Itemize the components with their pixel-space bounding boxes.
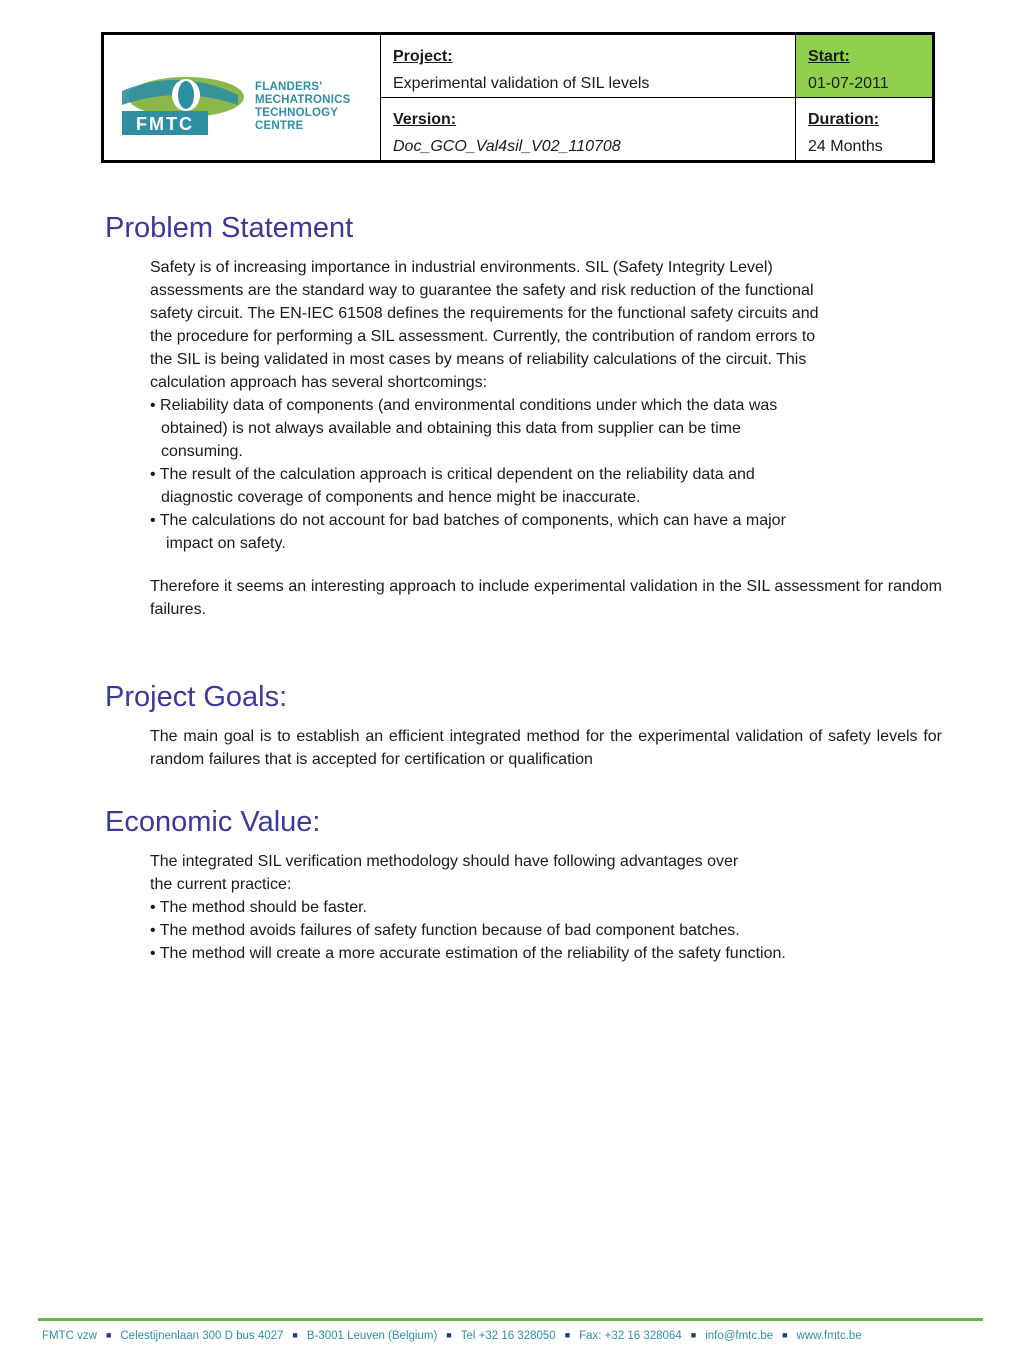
separator-icon: ■ [690,1330,697,1340]
footer-website-link[interactable]: www.fmtc.be [796,1330,862,1342]
fmtc-logo-icon [120,75,244,137]
logo-cell [104,35,381,160]
bullet-line: • The method will create a more accurate estimation of the reliability of the safety function. [150,945,786,962]
footer-rule [38,1318,983,1321]
separator-icon: ■ [564,1330,571,1340]
problem-statement-body [150,256,942,555]
footer-phone: Tel +32 16 328050 [460,1330,556,1342]
separator-icon: ■ [292,1330,298,1340]
text-line: the SIL is being validated in most cases by means of reliability calculations of the circuit. This [150,351,807,368]
text-line: assessments are the standard way to guarantee the safety and risk reduction of the functional [150,282,814,299]
footer-email-link[interactable]: info@fmtc.be [705,1330,774,1342]
logo-line: TECHNOLOGY [255,107,339,119]
economic-value-heading: Economic Value: [105,806,321,838]
bullet-line: • Reliability data of components (and environmental conditions under which the data was [150,397,778,414]
bullet-line: • The result of the calculation approach is critical dependent on the reliability data and [150,466,755,483]
start-cell [796,35,932,98]
text-line: Safety is of increasing importance in industrial environments. SIL (Safety Integrity Level) [150,259,773,276]
footer-address: Celestijnenlaan 300 D bus 4027 [120,1330,284,1342]
text-line: the current practice: [150,876,292,893]
footer-fax: Fax: +32 16 328064 [579,1330,682,1342]
separator-icon: ■ [446,1330,452,1340]
footer-contact [42,1330,862,1342]
separator-icon: ■ [782,1330,788,1340]
problem-conclusion: Therefore it seems an interesting approach to include experimental validation in the SIL assessment for random failures. [150,578,942,618]
text-line: calculation approach has several shortcomings: [150,374,488,391]
logo-line: CENTRE [255,120,304,132]
bullet-line: • The method should be faster. [150,899,367,916]
start-value: 01-07-2011 [808,75,889,92]
project-goals-body: The main goal is to establish an efficient integrated method for the experimental validation of safety levels for random failures that is accepted for certification or qualification [150,728,942,768]
problem-statement-heading: Problem Statement [105,212,354,244]
bullet-line: • The calculations do not account for bad batches of components, which can have a major [150,512,786,529]
duration-cell [796,98,932,160]
svg-text:FMTC: FMTC [136,114,194,134]
start-label: Start: [808,48,850,65]
version-label: Version: [393,111,457,128]
text-line: safety circuit. The EN-IEC 61508 defines the requirements for the functional safety circuits and [150,305,819,322]
logo-wordmark [255,81,350,133]
footer-org: FMTC vzw [42,1330,97,1342]
logo-line: MECHATRONICS [255,94,351,106]
bullet-continuation: obtained) is not always available and obtaining this data from supplier can be time [161,420,741,437]
header-table [101,32,935,163]
duration-label: Duration: [808,111,880,128]
footer-city: B-3001 Leuven (Belgium) [306,1330,438,1342]
project-cell [381,35,796,98]
separator-icon: ■ [105,1330,112,1340]
project-value: Experimental validation of SIL levels [393,75,650,92]
duration-value: 24 Months [808,138,883,155]
economic-value-body [150,850,942,965]
bullet-continuation: diagnostic coverage of components and hence might be inaccurate. [161,489,641,506]
version-cell [381,98,796,160]
bullet-continuation: impact on safety. [166,535,286,552]
logo-line: FLANDERS' [255,81,323,93]
text-line: the procedure for performing a SIL assessment. Currently, the contribution of random errors to [150,328,816,345]
version-value: Doc_GCO_Val4sil_V02_110708 [393,138,621,155]
project-goals-heading: Project Goals: [105,681,288,713]
bullet-continuation: consuming. [161,443,243,460]
bullet-line: • The method avoids failures of safety function because of bad component batches. [150,922,740,939]
project-label: Project: [393,48,453,65]
text-line: The integrated SIL verification methodology should have following advantages over [150,853,739,870]
